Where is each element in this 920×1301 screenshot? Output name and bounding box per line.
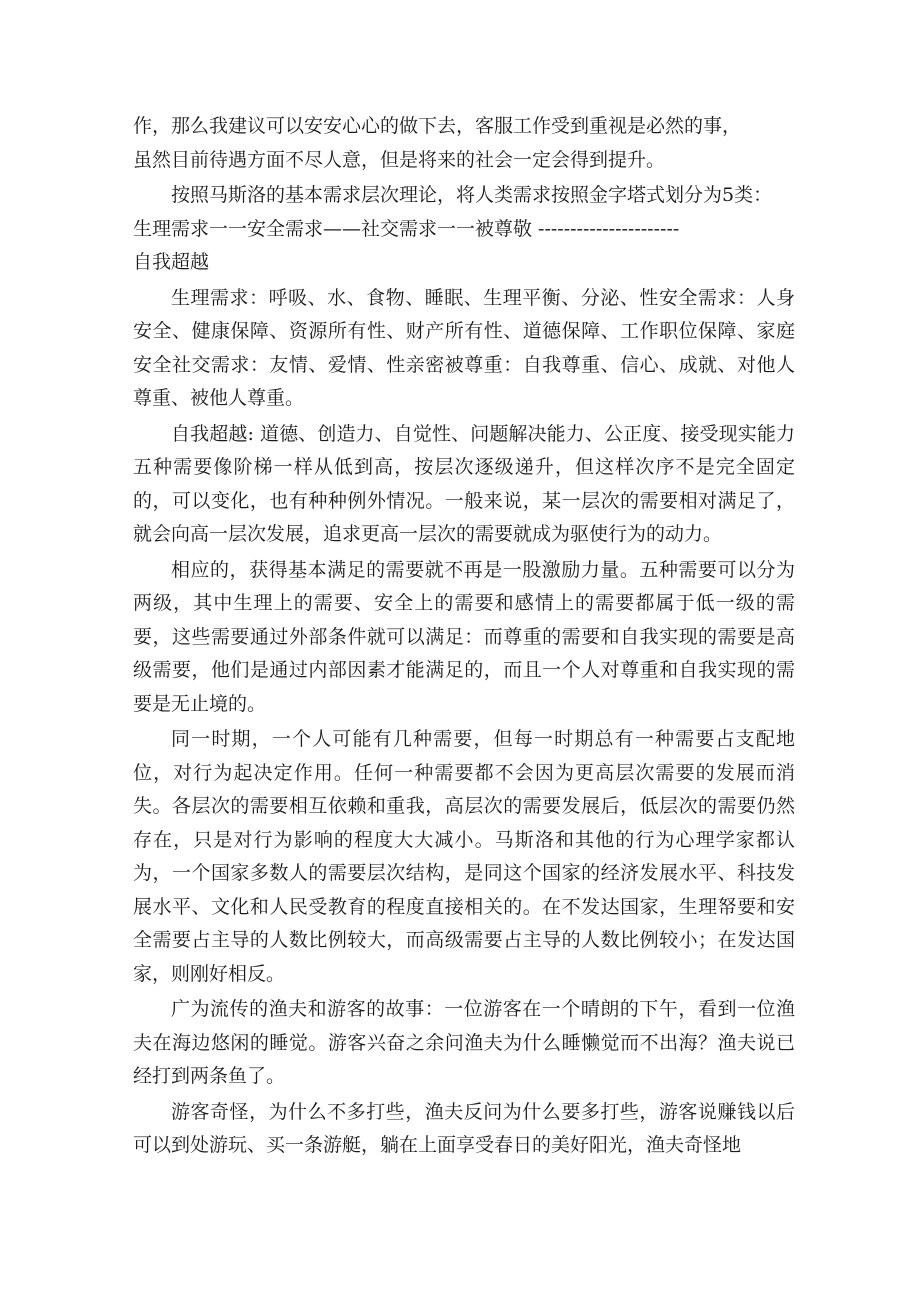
paragraph: 生理需求：呼吸、水、食物、睡眠、生理平衡、分泌、性安全需求：人身安全、健康保障、资源所有性、财产所有性、道德保障、工作职位保障、家庭安全社交需求：友情、爱情、性亲密被尊重：自我尊重、信心、成就、对他人尊重、被他人尊重。 — [133, 286, 795, 409]
paragraph: 相应的，获得基本满足的需要就不再是一股激励力量。五种需要可以分为两级，其中生理上的需要、安全上的需要和感情上的需要都属于低一级的需要，这些需要通过外部条件就可以满足：而尊重的需要和自我实现的需要是高级需要，他们是通过内部因素才能满足的，而且一个人对尊重和自我实现的需要是无止境的。 — [133, 558, 795, 715]
paragraph: 自我超越: 道德、创造力、自觉性、问题解决能力、公正度、接受现实能力五种需要像阶梯一样从低到高，按层次逐级递升，但这样次序不是完全固定的，可以变化，也有种种例外情况。一般来说，某一层次的需要相对满足了，就会向高一层次发展，追求更高一层次的需要就成为驱使行为的动力。 — [133, 422, 795, 545]
paragraph: 广为流传的渔夫和游客的故事：一位游客在一个晴朗的下午，看到一位渔夫在海边悠闲的睡觉。游客兴奋之余问渔夫为什么睡懒觉而不出海？渔夫说已经打到两条鱼了。 — [133, 998, 795, 1087]
paragraph: 作，那么我建议可以安安心心的做下去，客服工作受到重视是必然的事， 虽然目前待遇方面不尽人意，但是将来的社会一定会得到提升。 — [133, 115, 742, 171]
document-page — [133, 110, 795, 1165]
paragraph: 按照马斯洛的基本需求层次理论，将人类需求按照金字塔式划分为5类： 生理需求一一安全需求——社交需求一一被尊敬 ---------------------- 自我超越 — [133, 184, 773, 273]
paragraph: 同一时期，一个人可能有几种需要，但每一时期总有一种需要占支配地位，对行为起决定作用。任何一种需要都不会因为更高层次需要的发展而消失。各层次的需要相互依赖和重我，高层次的需要发展后，低层次的需要仍然存在，只是对行为影响的程度大大减小。马斯洛和其他的行为心理学家都认为，一个国家多数人的需要层次结构，是同这个国家的经济发展水平、科技发展水平、文化和人民受教育的程度直接相关的。在不发达国家，生理帑要和安全需要占主导的人数比例较大，而高级需要占主导的人数比例较小；在发达国家，则刚好相反。 — [133, 728, 795, 985]
paragraph: 游客奇怪，为什么不多打些，渔夫反问为什么要多打些，游客说赚钱以后可以到处游玩、买一条游艇，躺在上面享受春日的美好阳光，渔夫奇怪地 — [133, 1100, 795, 1156]
